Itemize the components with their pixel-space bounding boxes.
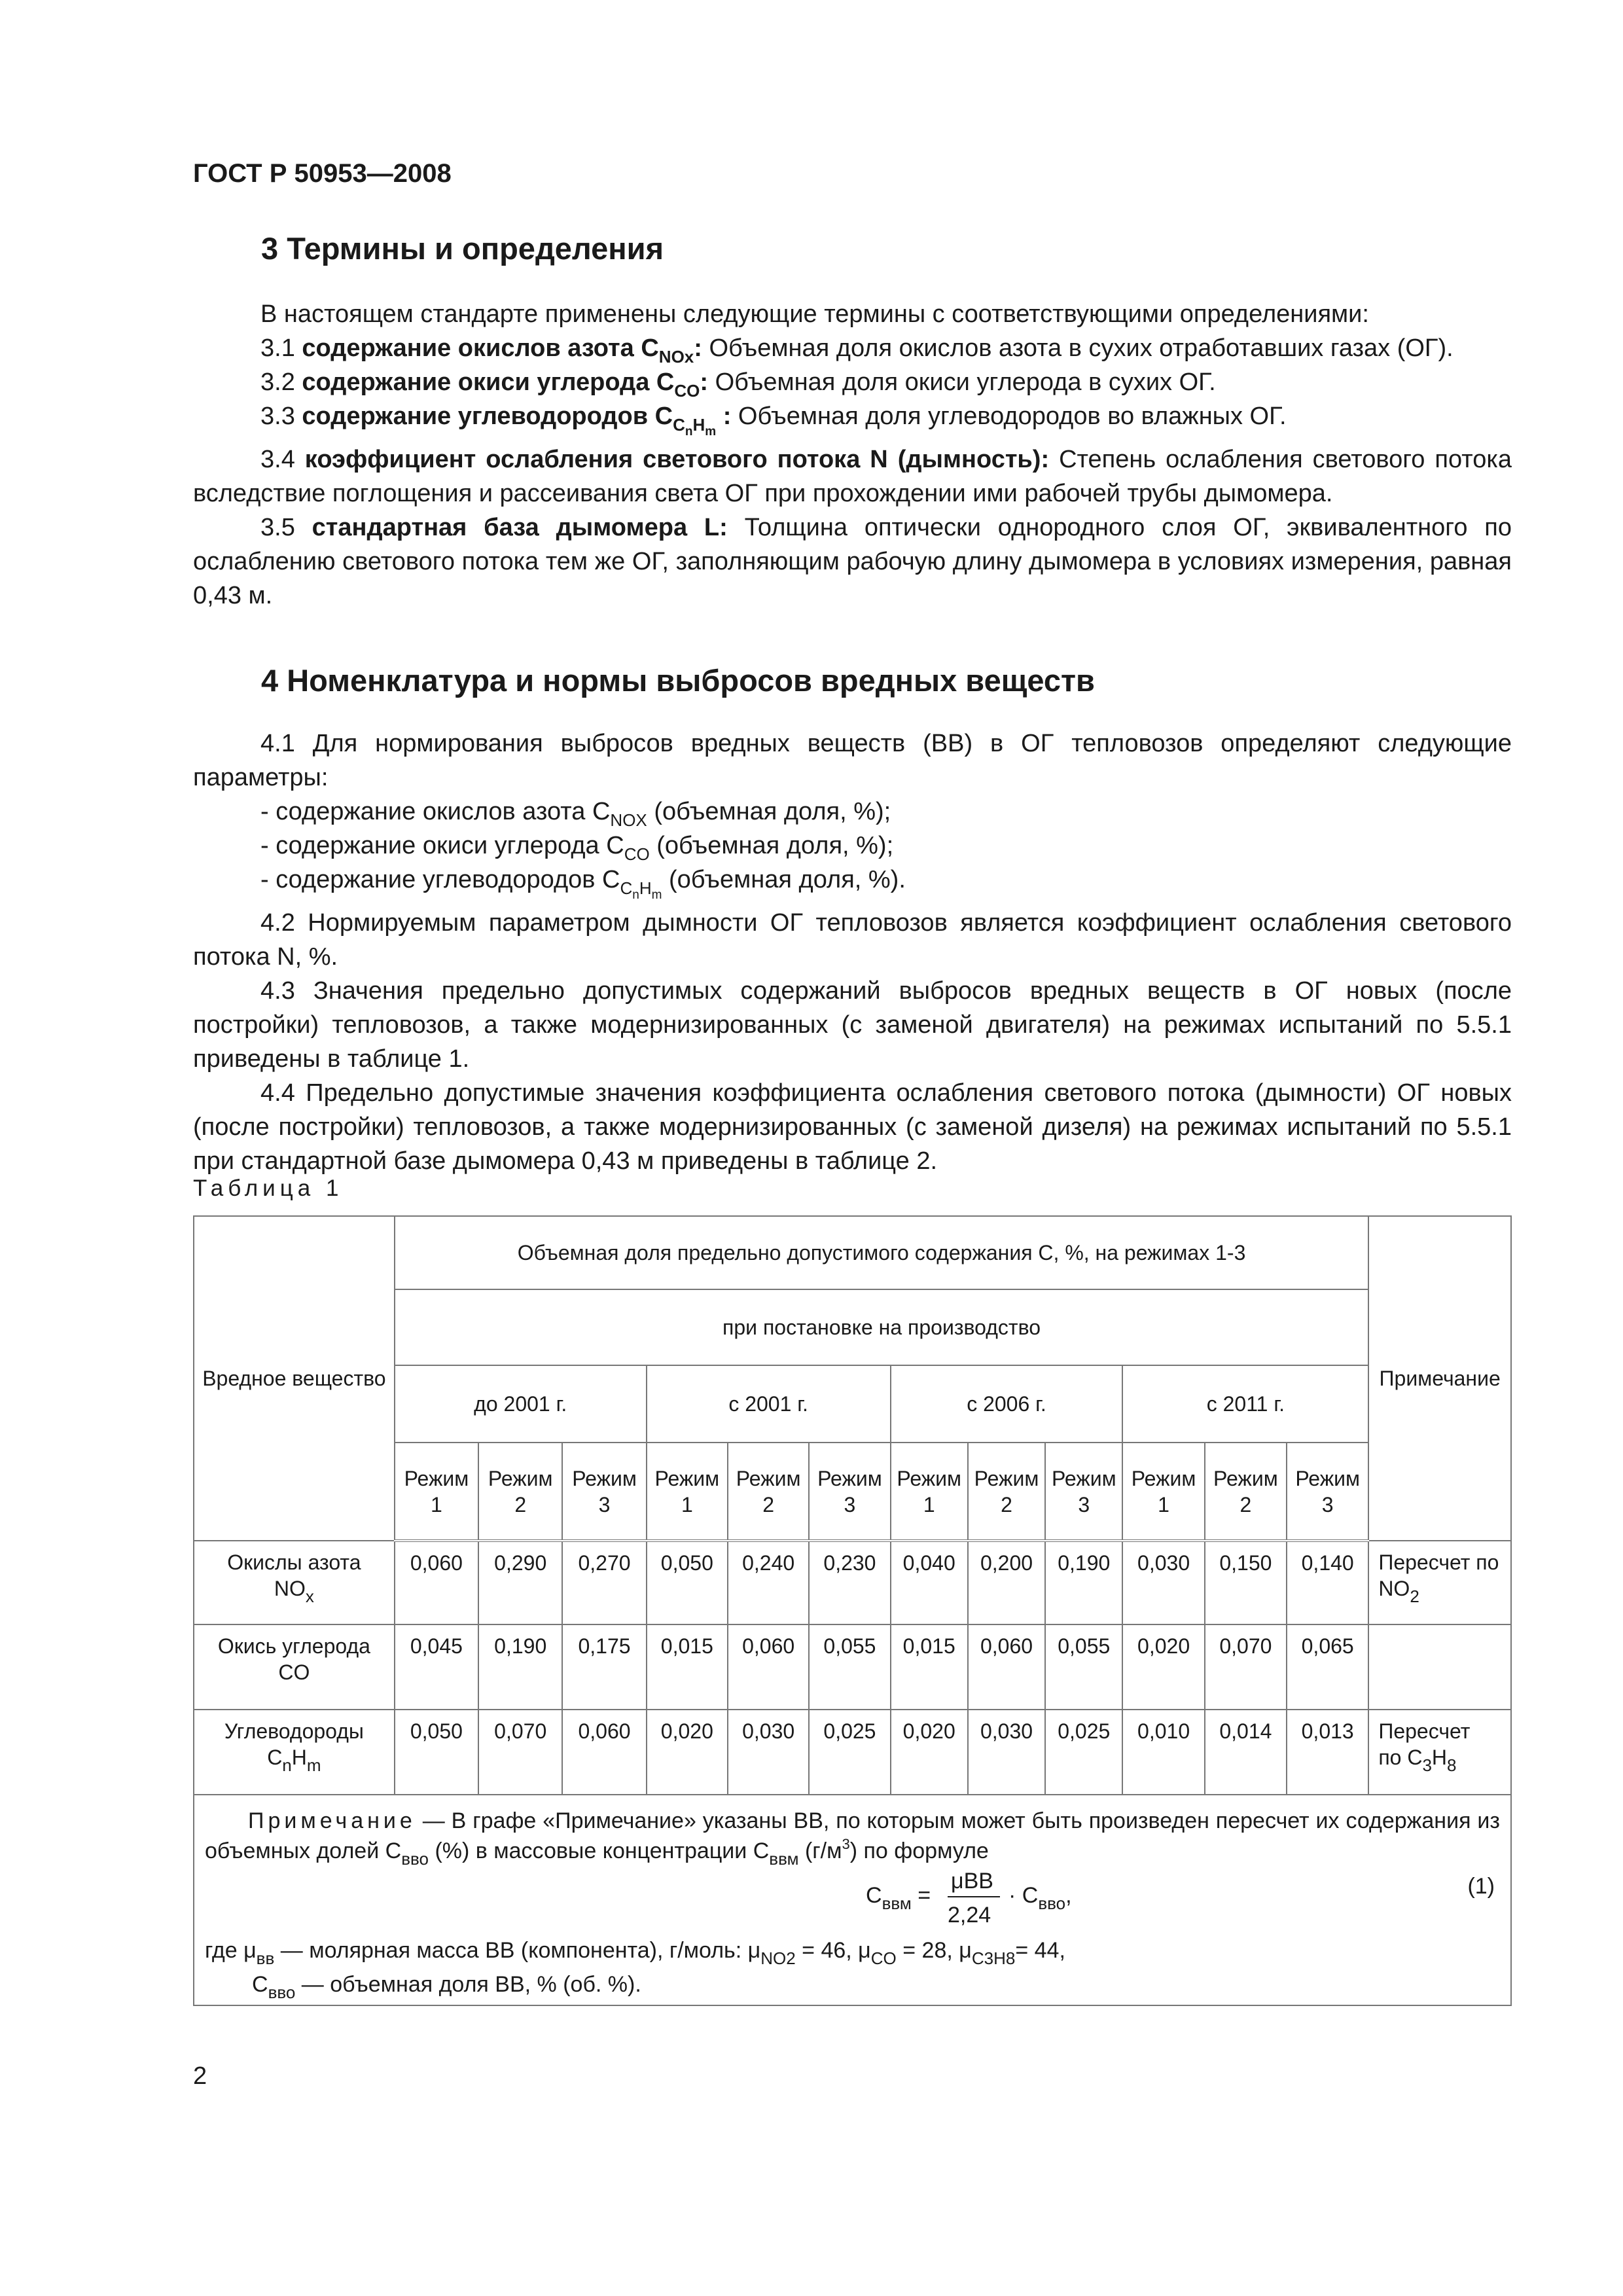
section-3-body bbox=[193, 297, 1512, 613]
value-cell: 0,030 bbox=[728, 1710, 809, 1795]
value-cell: 0,140 bbox=[1287, 1541, 1368, 1624]
mode-header: Режим 1 bbox=[395, 1443, 478, 1541]
table-1-caption: Таблица 1 bbox=[193, 1175, 344, 1201]
term-3-1: 3.1 содержание окислов азота $C_{NOx}$: Объемная доля окислов азота в сухих отработавших газах (ОГ). bbox=[260, 334, 1454, 367]
value-cell: 0,030 bbox=[1122, 1541, 1204, 1624]
group-header-from-2011: с 2011 г. bbox=[1122, 1365, 1368, 1443]
term-3-5: 3.5 стандартная база дымомера L: Толщина оптически однородного слоя ОГ, эквивалентного по ослаблению светового потока тем же ОГ, заполняющим рабочую длину дымомера в условиях измерения, равная 0,43 м. bbox=[193, 514, 1512, 609]
mode-header: Режим 3 bbox=[1287, 1443, 1368, 1541]
group-header-from-2006: с 2006 г. bbox=[891, 1365, 1123, 1443]
para-4-3: 4.3 Значения предельно допустимых содержаний выбросов вредных веществ в ОГ новых (после постройки) тепловозов, а также модернизированных (с заменой двигателя) на режимах испытаний по 5.5.1 приведены в таблице 1. bbox=[193, 977, 1512, 1073]
value-cell: 0,025 bbox=[1045, 1710, 1122, 1795]
section-4-body bbox=[193, 726, 1512, 1178]
col-header-substance: Вредное вещество bbox=[194, 1216, 395, 1541]
value-cell: 0,070 bbox=[478, 1710, 562, 1795]
value-cell: 0,015 bbox=[891, 1624, 968, 1710]
value-cell: 0,055 bbox=[809, 1624, 890, 1710]
mode-header: Режим 1 bbox=[647, 1443, 728, 1541]
table-row bbox=[194, 1624, 1511, 1710]
para-4-2: 4.2 Нормируемым параметром дымности ОГ тепловозов является коэффициент ослабления светового потока N, %. bbox=[193, 909, 1512, 971]
group-header-from-2001: с 2001 г. bbox=[647, 1365, 891, 1443]
table-note-row bbox=[194, 1795, 1511, 2005]
value-cell: 0,175 bbox=[562, 1624, 646, 1710]
value-cell: 0,230 bbox=[809, 1541, 890, 1624]
value-cell: 0,050 bbox=[647, 1541, 728, 1624]
term-3-3: 3.3 содержание углеводородов $C_{C_nH_m}$ : Объемная доля углеводородов во влажных ОГ. bbox=[260, 403, 1287, 439]
value-cell: 0,045 bbox=[395, 1624, 478, 1710]
list-item-nox: - содержание окислов азота $C_{NOX}$ (объемная доля, %); bbox=[260, 798, 891, 830]
document-header-id: ГОСТ Р 50953—2008 bbox=[193, 159, 452, 188]
para-4-4: 4.4 Предельно допустимые значения коэффициента ослабления светового потока (дымности) ОГ новых (после постройки) тепловозов, а также модернизированных (с заменой дизеля) на режимах испытаний по 5.5.1 при стандартной базе дымомера 0,43 м приведены в таблице 2. bbox=[193, 1079, 1512, 1175]
value-cell: 0,055 bbox=[1045, 1624, 1122, 1710]
note-cell: Пересчет по $C_3H_8$ bbox=[1368, 1710, 1511, 1795]
mode-header: Режим 1 bbox=[891, 1443, 968, 1541]
mode-header: Режим 3 bbox=[562, 1443, 646, 1541]
value-cell: 0,060 bbox=[562, 1710, 646, 1795]
list-item-co: - содержание окиси углерода $C_{CO}$ (объемная доля, %); bbox=[260, 832, 894, 864]
list-item-cnhm: - содержание углеводородов $C_{C_nH_m}$ (объемная доля, %). bbox=[260, 866, 906, 902]
table-1 bbox=[193, 1215, 1512, 2006]
para-4-1: 4.1 Для нормирования выбросов вредных веществ (ВВ) в ОГ тепловозов определяют следующие параметры: bbox=[193, 730, 1512, 791]
formula-number: (1) bbox=[1467, 1874, 1495, 1899]
mode-header: Режим 1 bbox=[1122, 1443, 1204, 1541]
value-cell: 0,200 bbox=[968, 1541, 1045, 1624]
value-cell: 0,015 bbox=[647, 1624, 728, 1710]
section-3-title: 3 Термины и определения bbox=[261, 231, 664, 266]
mode-header: Режим 2 bbox=[478, 1443, 562, 1541]
section-3-intro: В настоящем стандарте применены следующие термины с соответствующими определениями: bbox=[260, 300, 1369, 328]
term-3-2: 3.2 содержание окиси углерода $C_{CO}$: Объемная доля окиси углерода в сухих ОГ. bbox=[260, 368, 1216, 401]
mode-header: Режим 3 bbox=[1045, 1443, 1122, 1541]
table-note: Примечание — В графе «Примечание» указаны ВВ, по которым может быть произведен пересчет их содержания из объемных долей $C_{вво}$ (%) в массовые концентрации $C_{ввм}$ $(г/м^3)$ по формуле $C_{ввм}$ = μBB 2,24 · $C_{вво}$, (1) где $\mu_{вв}$ — молярная масса ВВ (компонента), г/моль: $\mu_{NO2} = 46$, $\mu_{CO} = 28$, $\mu_{C3H8}= 44$, $C_{вво}$ — объемная доля ВВ, % (об. %). bbox=[194, 1795, 1511, 2005]
substance-cell: Углеводороды $C_nH_m$ bbox=[194, 1710, 395, 1795]
value-cell: 0,025 bbox=[809, 1710, 890, 1795]
note-cell bbox=[1368, 1624, 1511, 1710]
mode-header: Режим 2 bbox=[968, 1443, 1045, 1541]
col-header-main: Объемная доля предельно допустимого содержания C, %, на режимах 1-3 bbox=[395, 1216, 1369, 1289]
mode-header: Режим 2 bbox=[728, 1443, 809, 1541]
value-cell: 0,060 bbox=[968, 1624, 1045, 1710]
page-number: 2 bbox=[193, 2062, 207, 2090]
value-cell: 0,030 bbox=[968, 1710, 1045, 1795]
table-row bbox=[194, 1710, 1511, 1795]
mode-header: Режим 2 bbox=[1205, 1443, 1287, 1541]
value-cell: 0,290 bbox=[478, 1541, 562, 1624]
formula-1: $C_{ввм}$ = μBB 2,24 · $C_{вво}$, (1) bbox=[866, 1869, 1495, 1928]
value-cell: 0,013 bbox=[1287, 1710, 1368, 1795]
value-cell: 0,070 bbox=[1205, 1624, 1287, 1710]
value-cell: 0,065 bbox=[1287, 1624, 1368, 1710]
section-4-title: 4 Номенклатура и нормы выбросов вредных веществ bbox=[261, 663, 1095, 698]
value-cell: 0,150 bbox=[1205, 1541, 1287, 1624]
where-line-2: $C_{вво}$ — объемная доля ВВ, % (об. %). bbox=[252, 1972, 641, 2002]
table-row bbox=[194, 1541, 1511, 1624]
value-cell: 0,060 bbox=[395, 1541, 478, 1624]
value-cell: 0,190 bbox=[1045, 1541, 1122, 1624]
value-cell: 0,050 bbox=[395, 1710, 478, 1795]
value-cell: 0,014 bbox=[1205, 1710, 1287, 1795]
value-cell: 0,040 bbox=[891, 1541, 968, 1624]
col-header-production: при постановке на производство bbox=[395, 1289, 1369, 1365]
value-cell: 0,020 bbox=[647, 1710, 728, 1795]
value-cell: 0,240 bbox=[728, 1541, 809, 1624]
where-line-1: где $\mu_{вв}$ — молярная масса ВВ (компонента), г/моль: $\mu_{NO2} = 46$, $\mu_{CO} = 28$, $\mu_{C3H8}= 44$, bbox=[205, 1938, 1065, 1968]
value-cell: 0,190 bbox=[478, 1624, 562, 1710]
value-cell: 0,060 bbox=[728, 1624, 809, 1710]
group-header-before-2001: до 2001 г. bbox=[395, 1365, 647, 1443]
substance-cell: Окислы азота $NO_x$ bbox=[194, 1541, 395, 1624]
col-header-note: Примечание bbox=[1368, 1216, 1511, 1541]
mode-header: Режим 3 bbox=[809, 1443, 890, 1541]
value-cell: 0,020 bbox=[1122, 1624, 1204, 1710]
value-cell: 0,010 bbox=[1122, 1710, 1204, 1795]
note-cell: Пересчет по $NO_2$ bbox=[1368, 1541, 1511, 1624]
substance-cell: Окись углерода CO bbox=[194, 1624, 395, 1710]
value-cell: 0,270 bbox=[562, 1541, 646, 1624]
value-cell: 0,020 bbox=[891, 1710, 968, 1795]
term-3-4: 3.4 коэффициент ослабления светового потока N (дымность): Степень ослабления светового потока вследствие поглощения и рассеивания света ОГ при прохождении ими рабочей трубы дымомера. bbox=[193, 446, 1512, 507]
